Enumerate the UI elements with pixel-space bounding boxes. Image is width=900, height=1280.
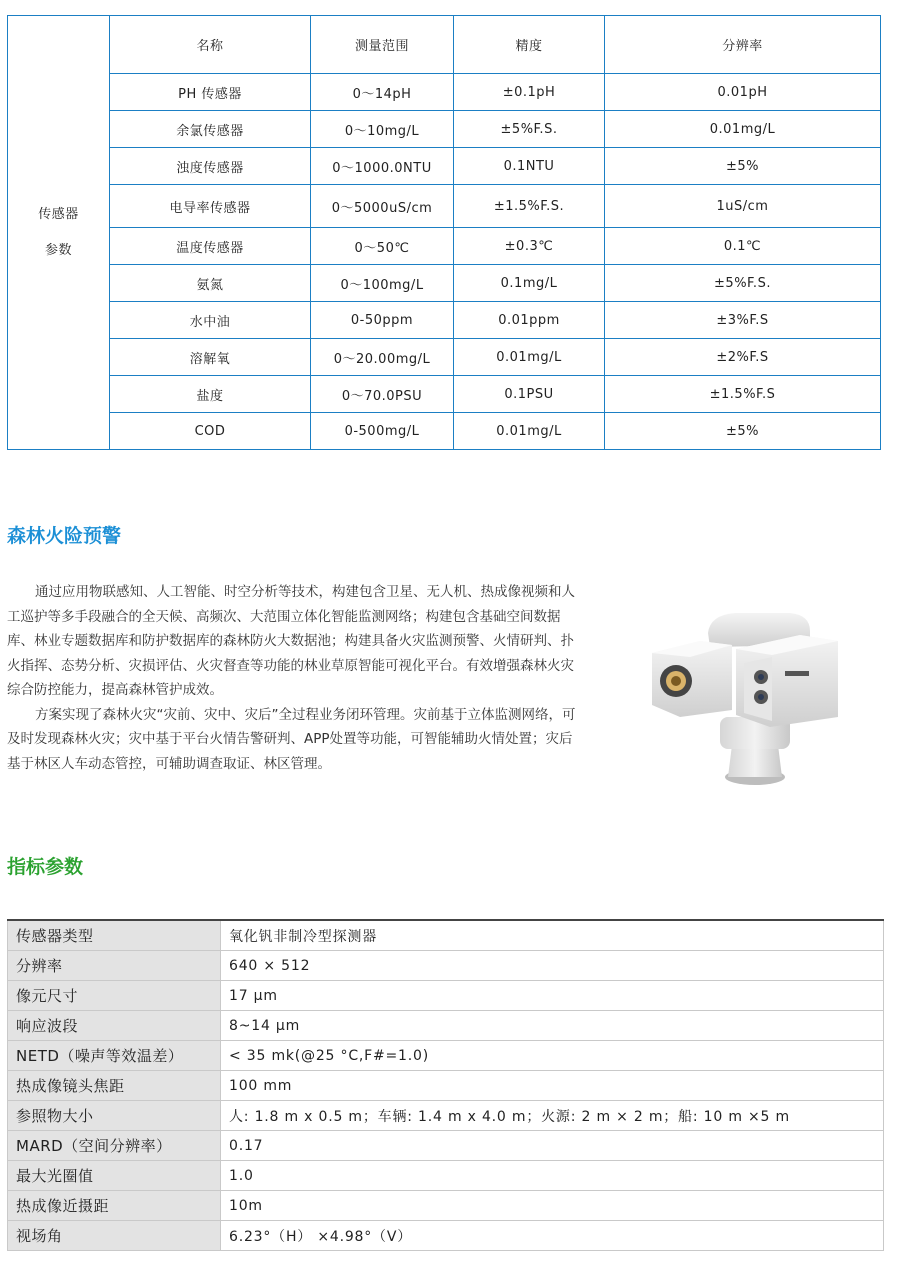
table-row [8,1221,884,1251]
forest-fire-section-title: 森林火险预警 [7,525,122,547]
sensor-range-cell: 0～20.00mg/L [311,339,454,376]
sensor-resolution-cell: ±5%F.S. [605,265,881,302]
spec-value-cell: 人: 1.8 m x 0.5 m；车辆: 1.4 m x 4.0 m；火源: 2 m × 2 m；船: 10 m ×5 m [221,1101,884,1131]
spec-key-cell: 分辨率 [8,951,221,981]
table-row [8,1011,884,1041]
sensor-side-label-line1: 传感器 [38,206,79,222]
sensor-range-cell: 0～14pH [311,74,454,111]
table-row [8,1191,884,1221]
spec-key-cell: 参照物大小 [8,1101,221,1131]
header-name: 名称 [110,16,311,74]
sensor-name-cell: 余氯传感器 [110,111,311,148]
spec-key-cell: 传感器类型 [8,920,221,951]
spec-value-cell: 6.23°（H） ×4.98°（V） [221,1221,884,1251]
spec-parameter-table [7,919,884,1251]
sensor-side-label [8,16,110,450]
sensor-range-cell: 0～70.0PSU [311,376,454,413]
sensor-range-cell: 0～100mg/L [311,265,454,302]
sensor-table-header [8,16,881,74]
forest-paragraph-2: 方案实现了森林火灾“灾前、灾中、灾后”全过程业务闭环管理。灾前基于立体监测网络，可及时发现森林火灾；灾中基于平台火情告警研判、APP处置等功能，可智能辅助火情处置；灾后基于林区人车动态管控，可辅助调查取证、林区管理。 [7,706,576,772]
sensor-name-cell: 溶解氧 [110,339,311,376]
table-row [8,1161,884,1191]
spec-value-cell: 17 µm [221,981,884,1011]
table-row [8,74,881,111]
sensor-accuracy-cell: ±1.5%F.S. [454,185,605,228]
spec-section-title: 指标参数 [7,856,84,878]
spec-value-cell: < 35 mk(@25 °C,F#=1.0) [221,1041,884,1071]
sensor-name-cell: 水中油 [110,302,311,339]
sensor-accuracy-cell: 0.1NTU [454,148,605,185]
sensor-range-cell: 0-50ppm [311,302,454,339]
sensor-range-cell: 0～1000.0NTU [311,148,454,185]
spec-value-cell: 100 mm [221,1071,884,1101]
table-row [8,339,881,376]
sensor-resolution-cell: ±2%F.S [605,339,881,376]
thermal-camera-image [640,605,840,790]
spec-key-cell: 最大光圈值 [8,1161,221,1191]
sensor-name-cell: 电导率传感器 [110,185,311,228]
table-row [8,920,884,951]
sensor-range-cell: 0～5000uS/cm [311,185,454,228]
spec-value-cell: 10m [221,1191,884,1221]
sensor-resolution-cell: ±5% [605,413,881,450]
sensor-resolution-cell: ±5% [605,148,881,185]
sensor-resolution-cell: 0.1℃ [605,228,881,265]
table-row [8,1131,884,1161]
spec-key-cell: MARD（空间分辨率） [8,1131,221,1161]
spec-key-cell: 热成像镜头焦距 [8,1071,221,1101]
spec-key-cell: NETD（噪声等效温差） [8,1041,221,1071]
sensor-accuracy-cell: 0.1mg/L [454,265,605,302]
table-row [8,1041,884,1071]
sensor-accuracy-cell: ±0.3℃ [454,228,605,265]
sensor-accuracy-cell: 0.01mg/L [454,413,605,450]
table-row [8,228,881,265]
header-range: 测量范围 [311,16,454,74]
table-row [8,302,881,339]
sensor-name-cell: PH 传感器 [110,74,311,111]
forest-fire-description [7,580,577,776]
spec-key-cell: 像元尺寸 [8,981,221,1011]
table-row [8,265,881,302]
header-accuracy: 精度 [454,16,605,74]
table-row [8,111,881,148]
sensor-name-cell: 浊度传感器 [110,148,311,185]
spec-value-cell: 8~14 µm [221,1011,884,1041]
spec-key-cell: 热成像近摄距 [8,1191,221,1221]
sensor-resolution-cell: ±1.5%F.S [605,376,881,413]
sensor-resolution-cell: 0.01mg/L [605,111,881,148]
forest-paragraph-1: 通过应用物联感知、人工智能、时空分析等技术，构建包含卫星、无人机、热成像视频和人工巡护等多手段融合的全天候、高频次、大范围立体化智能监测网络；构建包含基础空间数据库、林业专题数据库和防护数据库的森林防火大数据池；构建具备火灾监测预警、火情研判、扑火指挥、态势分析、灾损评估、火灾督查等功能的林业草原智能可视化平台。有效增强森林火灾综合防控能力，提高森林管护成效。 [7,584,575,698]
spec-value-cell: 氧化钒非制冷型探测器 [221,920,884,951]
sensor-resolution-cell: ±3%F.S [605,302,881,339]
spec-key-cell: 响应波段 [8,1011,221,1041]
sensor-name-cell: 盐度 [110,376,311,413]
spec-key-cell: 视场角 [8,1221,221,1251]
sensor-range-cell: 0-500mg/L [311,413,454,450]
sensor-range-cell: 0～10mg/L [311,111,454,148]
sensor-accuracy-cell: ±5%F.S. [454,111,605,148]
sensor-accuracy-cell: 0.01mg/L [454,339,605,376]
table-row [8,981,884,1011]
table-row [8,148,881,185]
table-row [8,376,881,413]
table-row [8,1071,884,1101]
sensor-name-cell: 氨氮 [110,265,311,302]
sensor-resolution-cell: 1uS/cm [605,185,881,228]
table-row [8,413,881,450]
table-row [8,1101,884,1131]
sensor-accuracy-cell: 0.1PSU [454,376,605,413]
spec-value-cell: 0.17 [221,1131,884,1161]
table-row [8,185,881,228]
sensor-resolution-cell: 0.01pH [605,74,881,111]
sensor-accuracy-cell: ±0.1pH [454,74,605,111]
spec-value-cell: 1.0 [221,1161,884,1191]
sensor-parameter-table [7,15,881,450]
header-resolution: 分辨率 [605,16,881,74]
table-row [8,951,884,981]
sensor-accuracy-cell: 0.01ppm [454,302,605,339]
sensor-side-label-line2: 参数 [44,242,72,258]
sensor-range-cell: 0～50℃ [311,228,454,265]
sensor-name-cell: 温度传感器 [110,228,311,265]
sensor-name-cell: COD [110,413,311,450]
spec-value-cell: 640 × 512 [221,951,884,981]
